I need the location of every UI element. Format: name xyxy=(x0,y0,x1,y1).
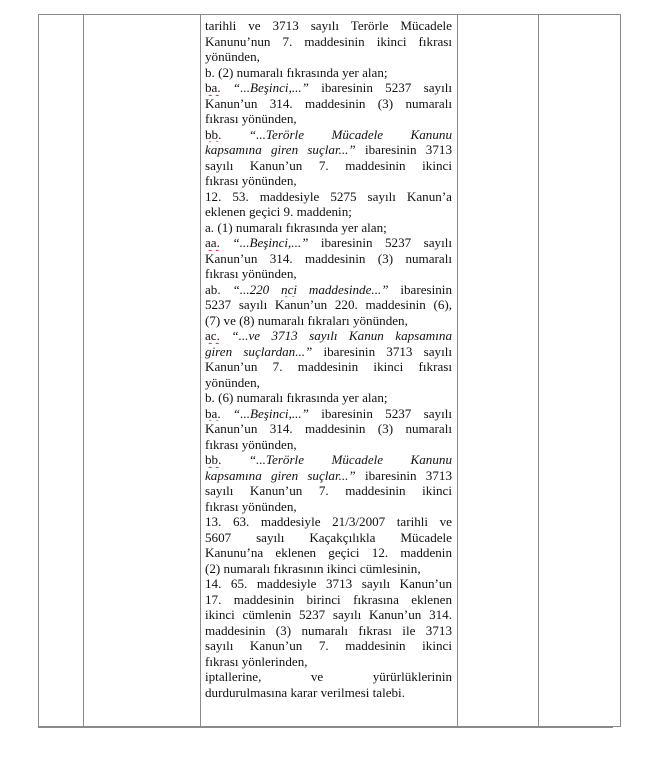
text-segment xyxy=(220,235,232,250)
text-line xyxy=(205,607,452,623)
text-segment: ibaresinin 3713 xyxy=(355,142,452,157)
text-segment: 17. maddesinin birinci fıkrasına eklenen xyxy=(205,591,452,607)
text-line xyxy=(205,437,452,453)
text-line xyxy=(205,297,452,313)
text-segment xyxy=(221,80,233,95)
text-segment: ba. xyxy=(205,80,221,95)
text-line xyxy=(205,561,452,577)
text-segment xyxy=(221,406,233,421)
text-segment: yönünden, xyxy=(205,49,260,64)
text-segment: 12. 53. maddesiyle 5275 sayılı Kanun’a xyxy=(205,188,452,204)
text-segment: ibaresinin 3713 sayılı xyxy=(312,343,452,359)
text-segment: sayılı Kanun’un 7. maddesinin ikinci xyxy=(205,638,452,653)
text-segment: “...Beşinci,...” xyxy=(232,405,309,421)
text-line xyxy=(205,235,452,251)
text-segment: fıkrası yönünden, xyxy=(205,173,297,188)
text-segment: Kanun’un 314. maddesinin (3) numaralı xyxy=(205,250,452,266)
text-line xyxy=(205,111,452,127)
text-line xyxy=(205,623,452,639)
text-segment: fıkrası yönünden, xyxy=(205,266,297,281)
text-line xyxy=(205,545,452,561)
text-segment: “...Terörle Mücadele Kanunu xyxy=(248,452,452,467)
bottom-rule xyxy=(38,727,613,728)
text-line xyxy=(205,638,452,654)
text-line xyxy=(205,80,452,96)
text-segment: iptallerine, ve yürürlüklerinin xyxy=(205,669,452,684)
text-segment xyxy=(221,452,248,467)
text-line xyxy=(205,390,452,406)
text-segment: Kanun’un 314. maddesinin (3) numaralı xyxy=(205,95,452,111)
text-line xyxy=(205,18,452,34)
text-segment: ibaresinin 5237 sayılı xyxy=(308,405,452,421)
text-line xyxy=(205,530,452,546)
text-line xyxy=(205,328,452,344)
text-line xyxy=(205,204,452,220)
text-line xyxy=(205,142,452,158)
text-line xyxy=(205,576,452,592)
text-segment: sayılı Kanun’un 7. maddesinin ikinci xyxy=(205,157,452,173)
text-line xyxy=(205,514,452,530)
text-segment: “...Beşinci,...” xyxy=(232,80,309,95)
text-line xyxy=(205,499,452,515)
text-line xyxy=(205,34,452,50)
text-segment: 5237 sayılı Kanun’un 220. maddesinin (6), xyxy=(205,297,452,312)
text-line xyxy=(205,266,452,282)
text-line xyxy=(205,220,452,236)
text-line xyxy=(205,313,452,329)
text-segment: “...220 xyxy=(232,281,282,297)
text-segment: Kanun’un 314. maddesinin (3) numaralı xyxy=(205,421,452,436)
text-segment: ikinci cümlenin 5237 sayılı Kanun’un 314. xyxy=(205,607,452,622)
text-segment: (2) numaralı fıkrasının ikinci cümlesinin, xyxy=(205,560,421,576)
text-segment xyxy=(221,127,248,142)
text-line xyxy=(205,468,452,484)
text-segment: fıkrası yönlerinden, xyxy=(205,653,308,669)
text-segment xyxy=(220,328,231,343)
text-segment: a. (1) numaralı fıkrasında yer alan; xyxy=(205,219,387,235)
text-line xyxy=(205,49,452,65)
column-2-cell xyxy=(84,15,201,727)
text-segment: nci xyxy=(281,281,298,297)
text-line xyxy=(205,282,452,298)
text-segment: (7) ve (8) numaralı fıkraları yönünden, xyxy=(205,312,408,328)
text-segment: ibaresinin xyxy=(388,281,452,297)
text-segment: “...Beşinci,...” xyxy=(232,235,309,250)
text-segment: Kanunu’nun 7. maddesinin ikinci fıkrası xyxy=(205,33,452,49)
text-segment: “...ve 3713 sayılı Kanun kapsamına xyxy=(231,328,452,343)
text-line xyxy=(205,359,452,375)
text-segment: yönünden, xyxy=(205,374,260,390)
column-1-cell xyxy=(39,15,84,727)
text-segment: 5607 sayılı Kaçakçılıkla Mücadele xyxy=(205,529,452,545)
text-segment: ab. xyxy=(205,281,233,297)
text-segment: eklenen geçici 9. maddenin; xyxy=(205,204,352,219)
text-segment: ac. xyxy=(205,328,220,343)
text-line xyxy=(205,421,452,437)
text-segment: maddesinde...” xyxy=(297,281,389,297)
text-line xyxy=(205,375,452,391)
text-line xyxy=(205,406,452,422)
text-segment: Kanun’un 7. maddesinin ikinci fıkrası xyxy=(205,359,452,374)
text-line xyxy=(205,452,452,468)
text-segment: durdurulmasına karar verilmesi talebi. xyxy=(205,684,405,700)
text-segment: 14. 65. maddesiyle 3713 sayılı Kanun’un xyxy=(205,576,452,591)
text-segment: kapsamına giren suçlar...” xyxy=(205,142,356,157)
text-line xyxy=(205,685,452,701)
text-line xyxy=(205,483,452,499)
text-segment: fıkrası yönünden, xyxy=(205,436,297,452)
text-segment: ibaresinin 3713 xyxy=(355,467,452,483)
text-segment: sayılı Kanun’un 7. maddesinin ikinci xyxy=(205,483,452,498)
text-segment: b. (2) numaralı fıkrasında yer alan; xyxy=(205,64,388,80)
text-segment: aa. xyxy=(205,235,220,250)
text-line xyxy=(205,251,452,267)
text-segment: maddesinin (3) numaralı fıkrası ile 3713 xyxy=(205,622,452,638)
text-line xyxy=(205,96,452,112)
text-line xyxy=(205,65,452,81)
text-segment: kapsamına giren suçlar...” xyxy=(205,467,356,483)
text-segment: b. (6) numaralı fıkrasında yer alan; xyxy=(205,390,388,405)
legal-text-block xyxy=(205,18,452,700)
text-segment: “...Terörle Mücadele Kanunu xyxy=(248,126,452,142)
column-5-cell xyxy=(539,15,621,727)
text-line xyxy=(205,158,452,174)
text-segment: Kanunu’na eklenen geçici 12. maddenin xyxy=(205,545,452,560)
text-line xyxy=(205,173,452,189)
text-line xyxy=(205,189,452,205)
text-line xyxy=(205,127,452,143)
text-line xyxy=(205,344,452,360)
text-line xyxy=(205,669,452,685)
text-line xyxy=(205,654,452,670)
table-row xyxy=(39,15,621,727)
text-segment: tarihli ve 3713 sayılı Terörle Mücadele xyxy=(205,18,452,33)
column-4-cell xyxy=(458,15,539,727)
text-segment: bb. xyxy=(205,126,222,142)
text-column-cell xyxy=(201,15,458,727)
text-line xyxy=(205,592,452,608)
text-segment: fıkrası yönünden, xyxy=(205,111,297,126)
text-segment: bb. xyxy=(205,452,222,467)
text-segment: 13. 63. maddesiyle 21/3/2007 tarihli ve xyxy=(205,514,452,529)
text-segment: giren suçlardan...” xyxy=(205,343,313,359)
text-segment: ibaresinin 5237 sayılı xyxy=(308,80,452,95)
text-segment: fıkrası yönünden, xyxy=(205,498,297,514)
document-table xyxy=(38,14,621,727)
text-segment: ibaresinin 5237 sayılı xyxy=(308,235,452,250)
text-segment: ba. xyxy=(205,405,221,421)
